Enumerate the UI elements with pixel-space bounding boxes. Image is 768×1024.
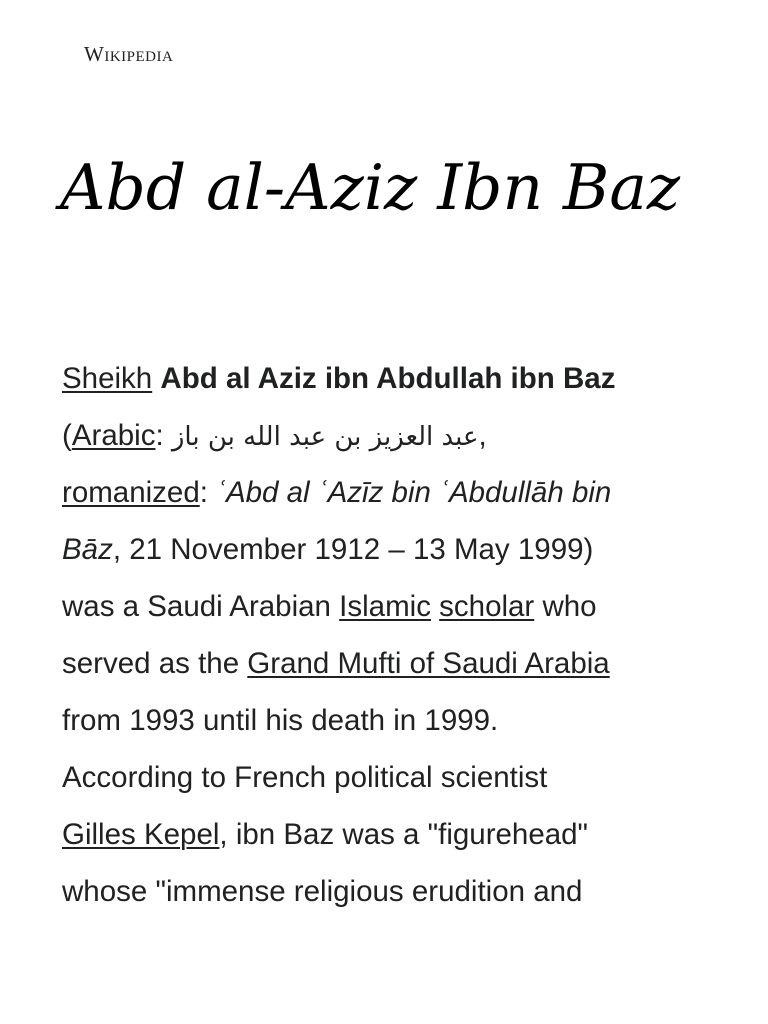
text-run: served as the — [62, 647, 248, 680]
text-run: According to French political scientist — [62, 761, 548, 794]
subject-name-bold: Abd al Aziz ibn Abdullah ibn Baz — [160, 362, 616, 395]
text-run: , ibn Baz was a "figurehead" — [219, 818, 589, 851]
text-run: who — [534, 590, 597, 623]
paragraph-line — [62, 350, 702, 407]
text-run: : — [155, 419, 172, 452]
paragraph-line — [62, 521, 702, 578]
text-run: from 1993 until his death in 1999. — [62, 704, 499, 737]
link-islamic[interactable]: Islamic — [339, 590, 431, 623]
link-grand-mufti[interactable]: Grand Mufti of Saudi Arabia — [247, 647, 610, 680]
paragraph-line — [62, 863, 702, 920]
paragraph-line — [62, 578, 702, 635]
wikipedia-wordmark[interactable]: Wikipedia — [84, 42, 174, 66]
link-sheikh[interactable]: Sheikh — [62, 362, 153, 395]
romanized-name-continued: Bāz — [62, 533, 113, 566]
paragraph-line — [62, 749, 702, 806]
paragraph-line — [62, 692, 702, 749]
link-romanized[interactable]: romanized — [62, 476, 200, 509]
arabic-name: عبد العزيز بن عبد الله بن باز — [171, 422, 479, 452]
paragraph-line — [62, 806, 702, 863]
text-run: , — [478, 419, 487, 452]
paragraph-line — [62, 635, 702, 692]
page-title: Abd al-Aziz Ibn Baz — [60, 151, 681, 224]
article-lead-paragraph — [62, 350, 702, 920]
link-arabic[interactable]: Arabic — [71, 419, 156, 452]
text-run: : — [199, 476, 217, 509]
life-dates: , 21 November 1912 – 13 May 1999) — [112, 533, 594, 566]
text-run: was a Saudi Arabian — [62, 590, 340, 623]
paragraph-line — [62, 407, 702, 464]
paragraph-line — [62, 464, 702, 521]
romanized-name: ʿAbd al ʿAzīz bin ʿAbdullāh bin — [216, 476, 612, 509]
text-run — [431, 590, 439, 623]
text-run: whose "immense religious erudition and — [62, 875, 583, 908]
link-scholar[interactable]: scholar — [439, 590, 535, 623]
text-run: ( — [62, 419, 72, 452]
link-gilles-kepel[interactable]: Gilles Kepel — [62, 818, 220, 851]
